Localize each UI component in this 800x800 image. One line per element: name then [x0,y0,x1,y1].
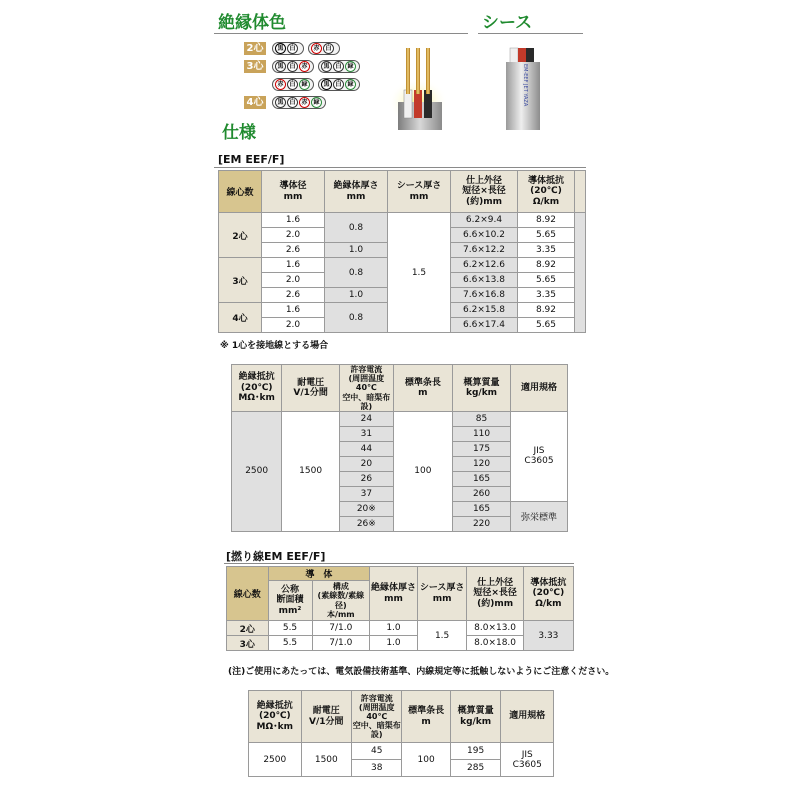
sheath-print: EM-EEF JET YAZA [522,64,528,107]
table3-header-resistance: 導体抵抗 (20℃) Ω/km [523,567,573,621]
table-cell: 2500 [232,411,282,531]
table-cell: 6.2×12.6 [451,258,518,273]
cable-cores-image [388,40,458,130]
table4-header-standard: 適用規格 [501,691,554,743]
white-core-icon: 白 [333,79,344,90]
note2: (注)ご使用にあたっては、電気設備技術基準、内線規定等に抵触しないようにご注意ください。 [228,667,615,677]
table-cell: 6.6×10.2 [451,228,518,243]
table-cell: 7.6×16.8 [451,288,518,303]
table-cell: 175 [453,441,511,456]
table-cell: 5.65 [518,273,575,288]
divider [224,563,574,564]
table-cell: 44 [339,441,393,456]
table-cell: 165 [453,471,511,486]
color-pill [272,60,314,73]
table2-header-ins-resistance: 絶縁抵抗 (20℃) MΩ･km [232,365,282,412]
table-cell: 31 [339,426,393,441]
table-cell: 26※ [339,516,393,531]
table4-header-ins-resistance: 絶縁抵抗 (20℃) MΩ･km [249,691,302,743]
table-cell: 1.5 [417,621,467,651]
table1-group-2core: 2心 [219,213,262,258]
table-cell: 8.92 [518,258,575,273]
table-cell: 2心 [227,621,269,636]
table1-header-outer: 仕上外径 短径×長径 (約)mm [451,171,518,213]
table-cell: 120 [453,456,511,471]
table-cell: 2.0 [262,318,325,333]
table3-header-insulation: 絶縁体厚さ mm [370,567,418,621]
table-cell: 8.92 [518,303,575,318]
divider [478,33,583,34]
table-cell: 1.0 [370,621,418,636]
green-core-icon: 緑 [311,97,322,108]
white-core-icon: 白 [287,79,298,90]
table2 [231,364,568,532]
tag-2-core: 2心 [244,42,266,55]
white-core-icon: 白 [333,61,344,72]
table-cell: 7/1.0 [312,636,370,651]
table4-header-mass: 概算質量 kg/km [450,691,501,743]
table-cell: 26 [339,471,393,486]
table-cell: JIS C3605 [501,743,554,777]
table1-group-3core: 3心 [219,258,262,303]
green-core-icon: 緑 [345,61,356,72]
table3-header-cores: 線心数 [227,567,269,621]
table-cell: 165 [453,501,511,516]
red-core-icon: 赤 [299,97,310,108]
table-cell: 8.0×13.0 [467,621,523,636]
table-cell: 6.6×17.4 [451,318,518,333]
color-pill [308,42,340,55]
table-cell: 6.2×15.8 [451,303,518,318]
table-cell: 0.8 [325,258,388,288]
table2-header-standard: 適用規格 [511,365,568,412]
table3-header-area: 公称 断面積 mm² [268,581,312,621]
table-cell: JIS C3605 [511,411,568,501]
black-core-icon: 黒 [275,61,286,72]
table-cell: 100 [402,743,450,777]
table-cell: 5.5 [268,636,312,651]
table-cell: 3.33 [523,621,573,651]
table3-caption: [撚り線EM EEF/F] [226,550,326,563]
table3-header-conductor: 導 体 [268,567,370,581]
color-pill [272,42,304,55]
table-cell: 38 [352,760,402,777]
table-cell: 6.6×13.8 [451,273,518,288]
table-cell: 20※ [339,501,393,516]
table-cell: 195 [450,743,501,760]
tag-4-core: 4心 [244,96,266,109]
black-core-icon: 黒 [321,61,332,72]
sheath-heading: シース [482,13,533,33]
spec-heading: 仕様 [222,123,256,143]
table-cell: 5.5 [268,621,312,636]
table1-header-diameter: 導体径 mm [262,171,325,213]
table4 [248,690,554,777]
table-cell: 24 [339,411,393,426]
table-cell: 2.0 [262,228,325,243]
white-core-icon: 白 [287,97,298,108]
table2-header-voltage: 耐電圧 V/1分間 [282,365,340,412]
color-pill [272,96,326,109]
table-cell: 2.6 [262,243,325,258]
table3-header-outer: 仕上外径 短径×長径 (約)mm [467,567,523,621]
red-core-icon: 赤 [311,43,322,54]
table2-header-mass: 概算質量 kg/km [453,365,511,412]
table-cell: 285 [450,760,501,777]
table3 [226,566,574,651]
divider [214,167,586,168]
table-cell: 0.8 [325,303,388,333]
table-cell: 1.5 [388,213,451,333]
white-core-icon: 白 [287,43,298,54]
table2-header-length: 標準条長 m [393,365,452,412]
red-core-icon: 赤 [275,79,286,90]
table-cell: 7/1.0 [312,621,370,636]
color-pill [318,78,360,91]
green-core-icon: 緑 [299,79,310,90]
table3-header-composition: 構成 (素線数/素線径) 本/mm [312,581,370,621]
black-core-icon: 黒 [275,97,286,108]
table-cell: 260 [453,486,511,501]
table-cell: 1.6 [262,213,325,228]
table-cell: 3心 [227,636,269,651]
table1-header-resistance: 導体抵抗 (20℃) Ω/km [518,171,575,213]
table-cell: 3.35 [518,243,575,258]
note1: ※ 1心を接地線とする場合 [220,341,329,351]
black-core-icon: 黒 [275,43,286,54]
table-cell: 1.0 [325,243,388,258]
green-core-icon: 緑 [345,79,356,90]
tag-3-core: 3心 [244,60,266,73]
table-cell: 弥栄標準 [511,501,568,531]
table4-header-length: 標準条長 m [402,691,450,743]
table-cell: 45 [352,743,402,760]
table-cell: 1500 [301,743,351,777]
table-cell: 2.0 [262,273,325,288]
table-cell: 1.0 [325,288,388,303]
table1-caption: [EM EEF/F] [218,153,285,166]
white-core-icon: 白 [323,43,334,54]
color-pill [272,78,314,91]
table1 [218,170,586,333]
table-cell: 37 [339,486,393,501]
color-pill [318,60,360,73]
table-cell: 1.6 [262,303,325,318]
table-cell: 220 [453,516,511,531]
table4-header-current: 許容電流 (周囲温度40℃ 空中、暗渠布設) [352,691,402,743]
table1-header-sheath: シース厚さ mm [388,171,451,213]
table-cell: 2500 [249,743,302,777]
table-cell: 6.2×9.4 [451,213,518,228]
table4-header-voltage: 耐電圧 V/1分間 [301,691,351,743]
table-cell: 3.35 [518,288,575,303]
black-core-icon: 黒 [321,79,332,90]
table1-header-insulation: 絶縁体厚さ mm [325,171,388,213]
table-cell: 5.65 [518,228,575,243]
table-cell: 8.0×18.0 [467,636,523,651]
table-cell: 0.8 [325,213,388,243]
table-cell: 100 [393,411,452,531]
table-cell: 5.65 [518,318,575,333]
table-cell: 8.92 [518,213,575,228]
table-cell: 110 [453,426,511,441]
table-cell: 1.6 [262,258,325,273]
table-cell: 2.6 [262,288,325,303]
table1-header-cores: 線心数 [219,171,262,213]
table-cell: 20 [339,456,393,471]
red-core-icon: 赤 [299,61,310,72]
table-cell: 1500 [282,411,340,531]
table1-group-4core: 4心 [219,303,262,333]
divider [214,33,468,34]
table3-header-sheath: シース厚さ mm [417,567,467,621]
table2-header-current: 許容電流 (周囲温度40℃ 空中、暗渠布設) [339,365,393,412]
table-cell: 7.6×12.2 [451,243,518,258]
white-core-icon: 白 [287,61,298,72]
insulation-color-heading: 絶縁体色 [218,13,286,33]
table-cell: 1.0 [370,636,418,651]
table-cell: 85 [453,411,511,426]
